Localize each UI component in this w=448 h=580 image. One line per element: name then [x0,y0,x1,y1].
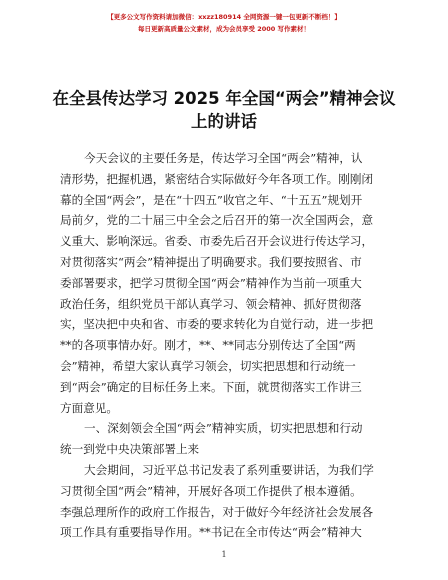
body-line: 大会期间，习近平总书记发表了系列重要讲话，为我们学 [84,462,374,477]
body-line: 局前夕，党的二十届三中全会之后召开的第一次全国两会，意 [60,213,374,228]
body-line: 实，坚决把中央和省、市委的要求转化为自觉行动，进一步把 [60,317,374,332]
document-title-line-1: 在全县传达学习 2025 年全国“两会”精神会议 [52,89,396,108]
body-line: 政治任务，组织党员干部认真学习、领会精神、抓好贯彻落 [60,296,362,311]
section-heading-line-1: 一、深刻领会全国“两会”精神实质，切实把思想和行动 [84,421,363,436]
promo-banner-line-1: 【更多公文写作资料请加微信：xxzz180914 全网资源一键一包更新不断档！】 [107,13,341,21]
document-title-line-2: 上的讲话 [191,112,257,131]
body-line: 项工作具有重要指导作用。**书记在全市传达“两会”精神大 [60,525,362,540]
body-line: 幕的全国“两会”，是在“十四五”收官之年、“十五五”规划开 [60,192,363,207]
page-number: 1 [221,550,227,559]
body-line: 义重大、影响深远。省委、市委先后召开会议进行传达学习， [60,234,374,249]
body-line: 李强总理所作的政府工作报告，对于做好今年经济社会发展各 [60,504,374,519]
body-line: 委部署要求，把学习贯彻全国“两会”精神作为当前一项重大 [60,275,362,290]
document-body [60,148,393,543]
promo-banner-line-2: 每日更新高质量公文素材，成为会员享受 2000 写作素材！ [137,25,311,33]
body-line: 会”精神，希望大家认真学习领会，切实把思想和行动统一 [60,358,356,373]
body-line: 方面意见。 [60,400,118,415]
body-line: 习贯彻全国“两会”精神，开展好各项工作提供了根本遵循。 [60,483,362,498]
section-heading-line-2: 统一到党中央决策部署上来 [60,442,200,457]
body-line: 清形势，把握机遇，紧密结合实际做好今年各项工作。刚刚闭 [60,171,374,186]
body-line: 到“两会”确定的目标任务上来。下面，就贯彻落实工作讲三 [60,379,362,394]
body-line: 对贯彻落实“两会”精神提出了明确要求。我们要按照省、市 [60,254,362,269]
body-line: 今天会议的主要任务是，传达学习全国“两会”精神，认 [84,151,363,165]
body-line: **的各项事情办好。刚才，**、**同志分别传达了全国“两 [60,338,356,353]
